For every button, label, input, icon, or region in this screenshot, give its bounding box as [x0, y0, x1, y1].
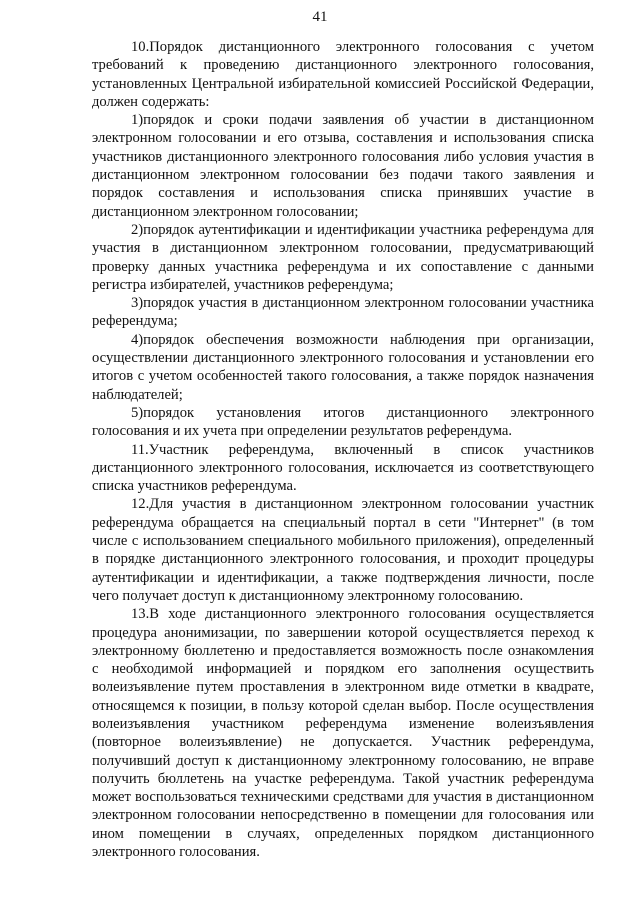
list-item-2: 2)порядок аутентификации и идентификации участника референдума для участия в дистанционном электронном голосовании, предусматривающий проверку данных участника референдума и их сопоставление с данными регистра избирателей, участников референдума;: [92, 221, 594, 293]
list-item-4: 4)порядок обеспечения возможности наблюдения при организации, осуществлении дистанционного электронного голосования и установлении его итогов с учетом особенностей такого голосования, а также порядок назначения наблюдателей;: [92, 331, 594, 403]
paragraph-11: 11.Участник референдума, включенный в список участников дистанционного электронного голосования, исключается из соответствующего списка участников референдума.: [92, 441, 594, 495]
document-body: [92, 38, 594, 861]
paragraph-12: 12.Для участия в дистанционном электронном голосовании участник референдума обращается на специальный портал в сети "Интернет" (в том числе с использованием специального мобильного приложения), определенный в порядке дистанционного электронного голосования, и проходит процедуры аутентификации и идентификации, а также подтверждения личности, после чего получает доступ к дистанционному электронному голосованию.: [92, 496, 594, 604]
list-item-1: 1)порядок и сроки подачи заявления об участии в дистанционном электронном голосовании и его отзыва, составления и использования списка участников дистанционного электронного голосования либо условия участия в дистанционном электронном голосовании без подачи такого заявления и порядок составления и использования списка принявших участие в дистанционном электронном голосовании;: [92, 112, 594, 220]
list-item-3: 3)порядок участия в дистанционном электронном голосовании участника референдума;: [92, 295, 594, 330]
paragraph-10: 10.Порядок дистанционного электронного голосования с учетом требований к проведению дистанционного электронного голосования, установленных Центральной избирательной комиссией Российской Федерации, должен содержать:: [92, 39, 594, 110]
page-number: 41: [312, 9, 328, 25]
list-item-5: 5)порядок установления итогов дистанционного электронного голосования и их учета при определении результатов референдума.: [92, 404, 594, 440]
paragraph-13: 13.В ходе дистанционного электронного голосования осуществляется процедура анонимизации, по завершении которой осуществляется переход к электронному бюллетеню и предоставляется возможность после ознакомления с необходимой информацией и порядком его заполнения осуществить волеизъявление путем проставления в электронном виде отметки в квадрате, относящемся к позиции, в пользу которой сделан выбор. После осуществления волеизъявления участником референдума изменение волеизъявления (повторное волеизъявление) не допускается. Участник референдума, получивший доступ к дистанционному электронному голосованию, не вправе получить бюллетень на участке референдума. Такой участник референдума может воспользоваться техническими средствами для участия в дистанционном электронном голосовании непосредственно в помещении для голосования или ином помещении в случаях, определенных порядком дистанционного электронного голосования.: [92, 606, 594, 861]
